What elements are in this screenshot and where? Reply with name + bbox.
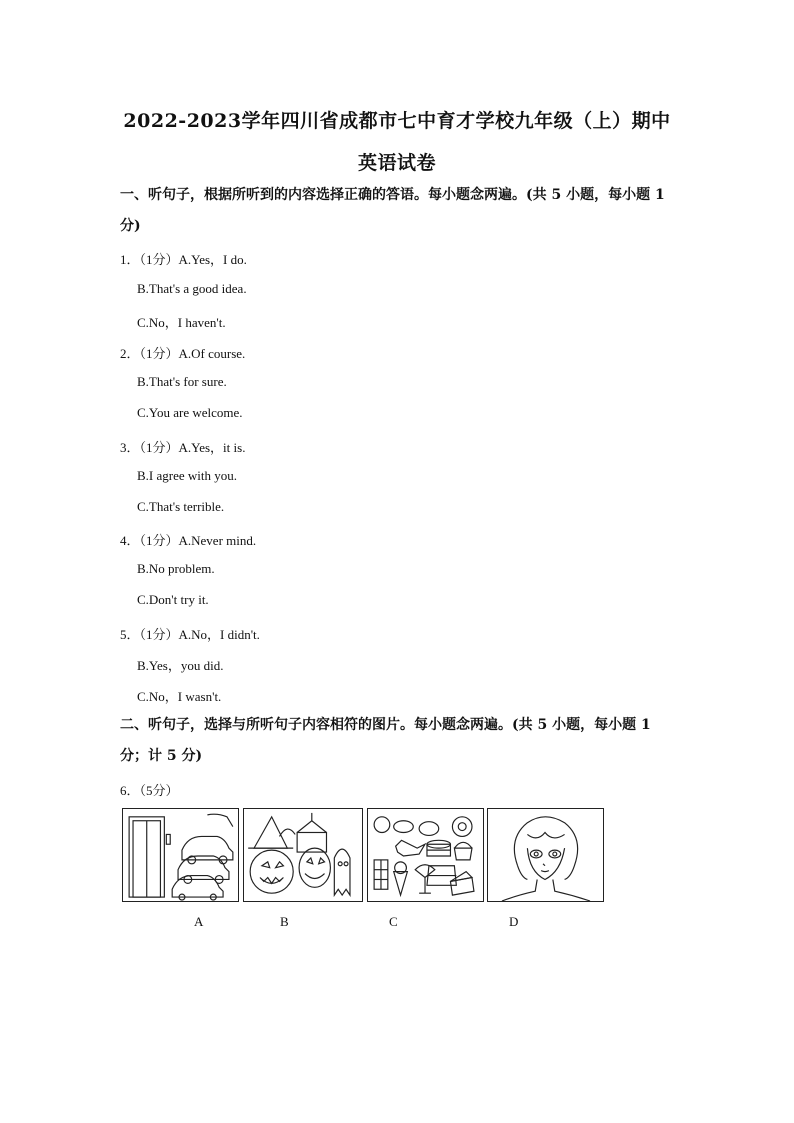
sweets-and-desserts-icon [368,809,483,901]
picture-c-label: C [389,914,398,929]
question-2-option-c: C.You are welcome. [137,405,243,420]
question-4-option-c: C.Don't try it. [137,592,209,607]
question-1-option-b: B.That's a good idea. [137,281,247,296]
question-2-stem: 2．（1分）A.Of course. [120,346,246,361]
picture-b [243,808,363,902]
question-5-option-c: C.No，I wasn't. [137,689,222,704]
question-2-option-b: B.That's for sure. [137,374,227,389]
picture-b-label: B [280,914,289,929]
question-1-stem: 1．（1分）A.Yes，I do. [120,252,247,267]
picture-c [367,808,484,902]
picture-d-label: D [509,914,519,929]
elevator-and-cars-icon [123,809,238,901]
question-5-stem: 5．（1分）A.No，I didn't. [120,627,260,642]
girl-portrait-icon [488,809,603,901]
question-3-option-b: B.I agree with you. [137,468,238,483]
page-subtitle: 英语试卷 [357,152,436,174]
question-1-option-c: C.No，I haven't. [137,315,226,330]
question-3-option-c: C.That's terrible. [137,499,225,514]
halloween-pumpkins-icon [244,809,362,901]
picture-d [487,808,604,902]
question-5-option-b: B.Yes，you did. [137,658,224,673]
question-3-stem: 3．（1分）A.Yes，it is. [120,440,246,455]
section-1-heading: 一、听句子，根据所听到的内容选择正确的答语。每小题念两遍。(共 5 小题，每小题 1 分) [120,187,665,234]
picture-a [122,808,239,902]
section-2-heading: 二、听句子，选择与所听句子内容相符的图片。每小题念两遍。(共 5 小题，每小题 1 分；计 5 分) [120,717,651,764]
picture-a-label: A [194,914,204,929]
question-6-stem: 6．（5分） [120,783,179,798]
question-4-stem: 4．（1分）A.Never mind. [120,533,257,548]
question-4-option-b: B.No problem. [137,561,215,576]
page-title: 2022-2023学年四川省成都市七中育才学校九年级（上）期中 [123,110,671,132]
